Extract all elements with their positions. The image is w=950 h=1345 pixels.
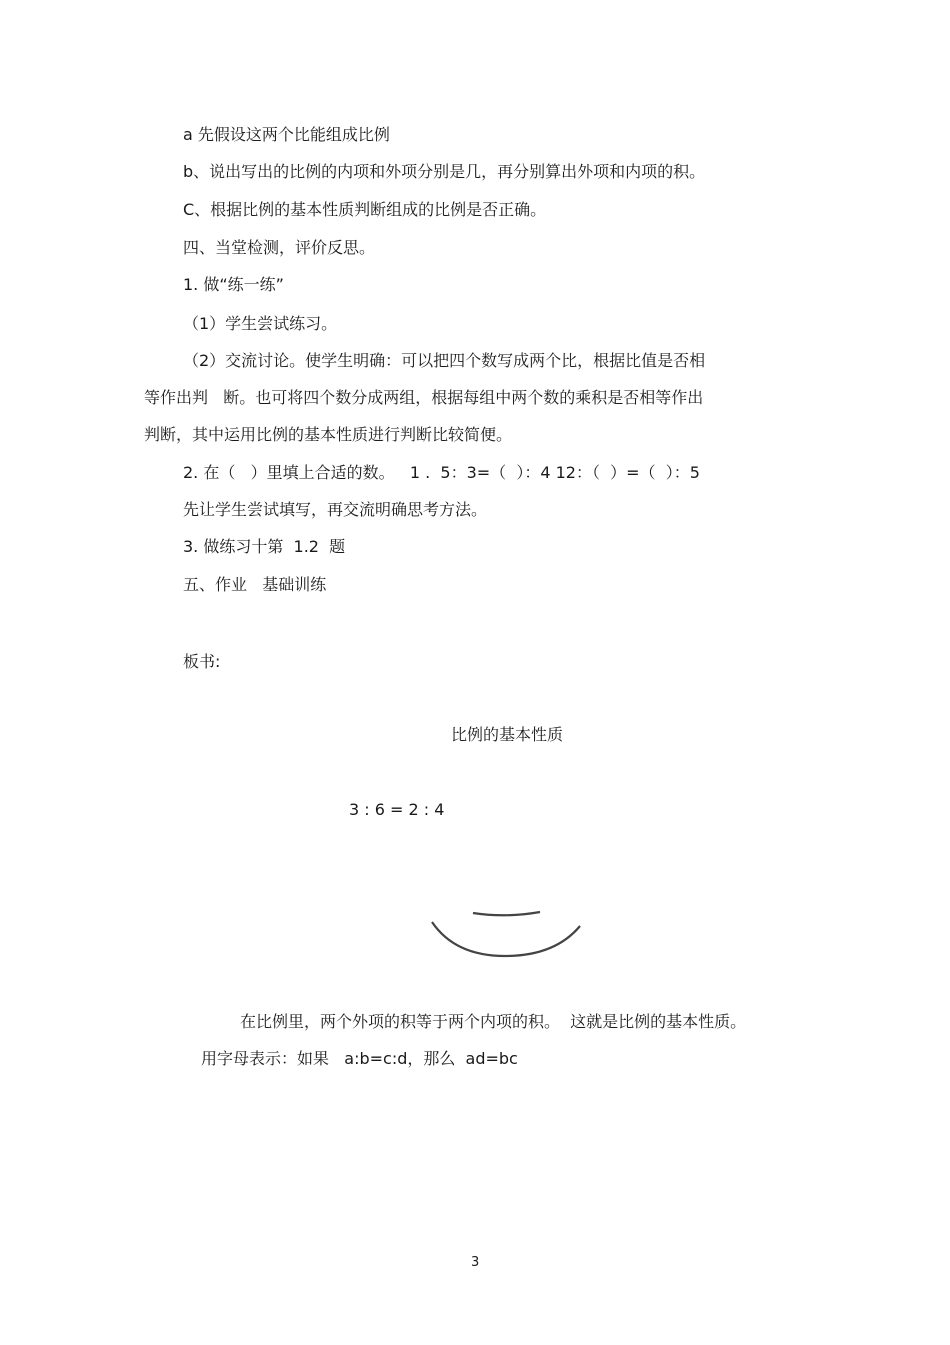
exercise-1-part-1: （1）学生尝试练习。 [183,314,338,333]
board-label: 板书: [183,652,221,671]
step-b: b、说出写出的比例的内项和外项分别是几，再分别算出外项和内项的积。 [183,162,706,181]
paragraph-continuation-1: 等作出判 断。也可将四个数分成两组，根据每组中两个数的乘积是否相等作出 [144,388,704,407]
exercise-1: 1. 做“练一练” [183,275,284,294]
exercise-2: 2. 在（ ）里填上合适的数。 1 . 5：3=（ ）：4 12：（ ）=（ ）：5 [183,463,700,482]
section-five-homework: 五、作业 基础训练 [183,575,327,594]
exercise-1-part-2: （2）交流讨论。使学生明确：可以把四个数写成两个比，根据比值是否相 [183,351,706,370]
paragraph-continuation-2: 判断，其中运用比例的基本性质进行判断比较简便。 [144,425,513,444]
letter-representation: 用字母表示：如果 a:b=c:d，那么 ad=bc [201,1049,518,1068]
section-four-heading: 四、当堂检测，评价反思。 [183,238,376,257]
board-title: 比例的基本性质 [451,725,564,744]
step-c: C、根据比例的基本性质判断组成的比例是否正确。 [183,200,547,219]
outer-terms-arc [432,922,580,956]
property-statement: 在比例里，两个外项的积等于两个内项的积。 这就是比例的基本性质。 [240,1012,747,1031]
exercise-3: 3. 做练习十第 1.2 题 [183,537,346,556]
ratio-equation: 3 : 6 = 2 : 4 [349,800,445,819]
exercise-2-method: 先让学生尝试填写，再交流明确思考方法。 [183,500,488,519]
step-a: a 先假设这两个比能组成比例 [183,125,390,144]
page-number: 3 [471,1255,480,1270]
inner-terms-arc [473,912,540,915]
